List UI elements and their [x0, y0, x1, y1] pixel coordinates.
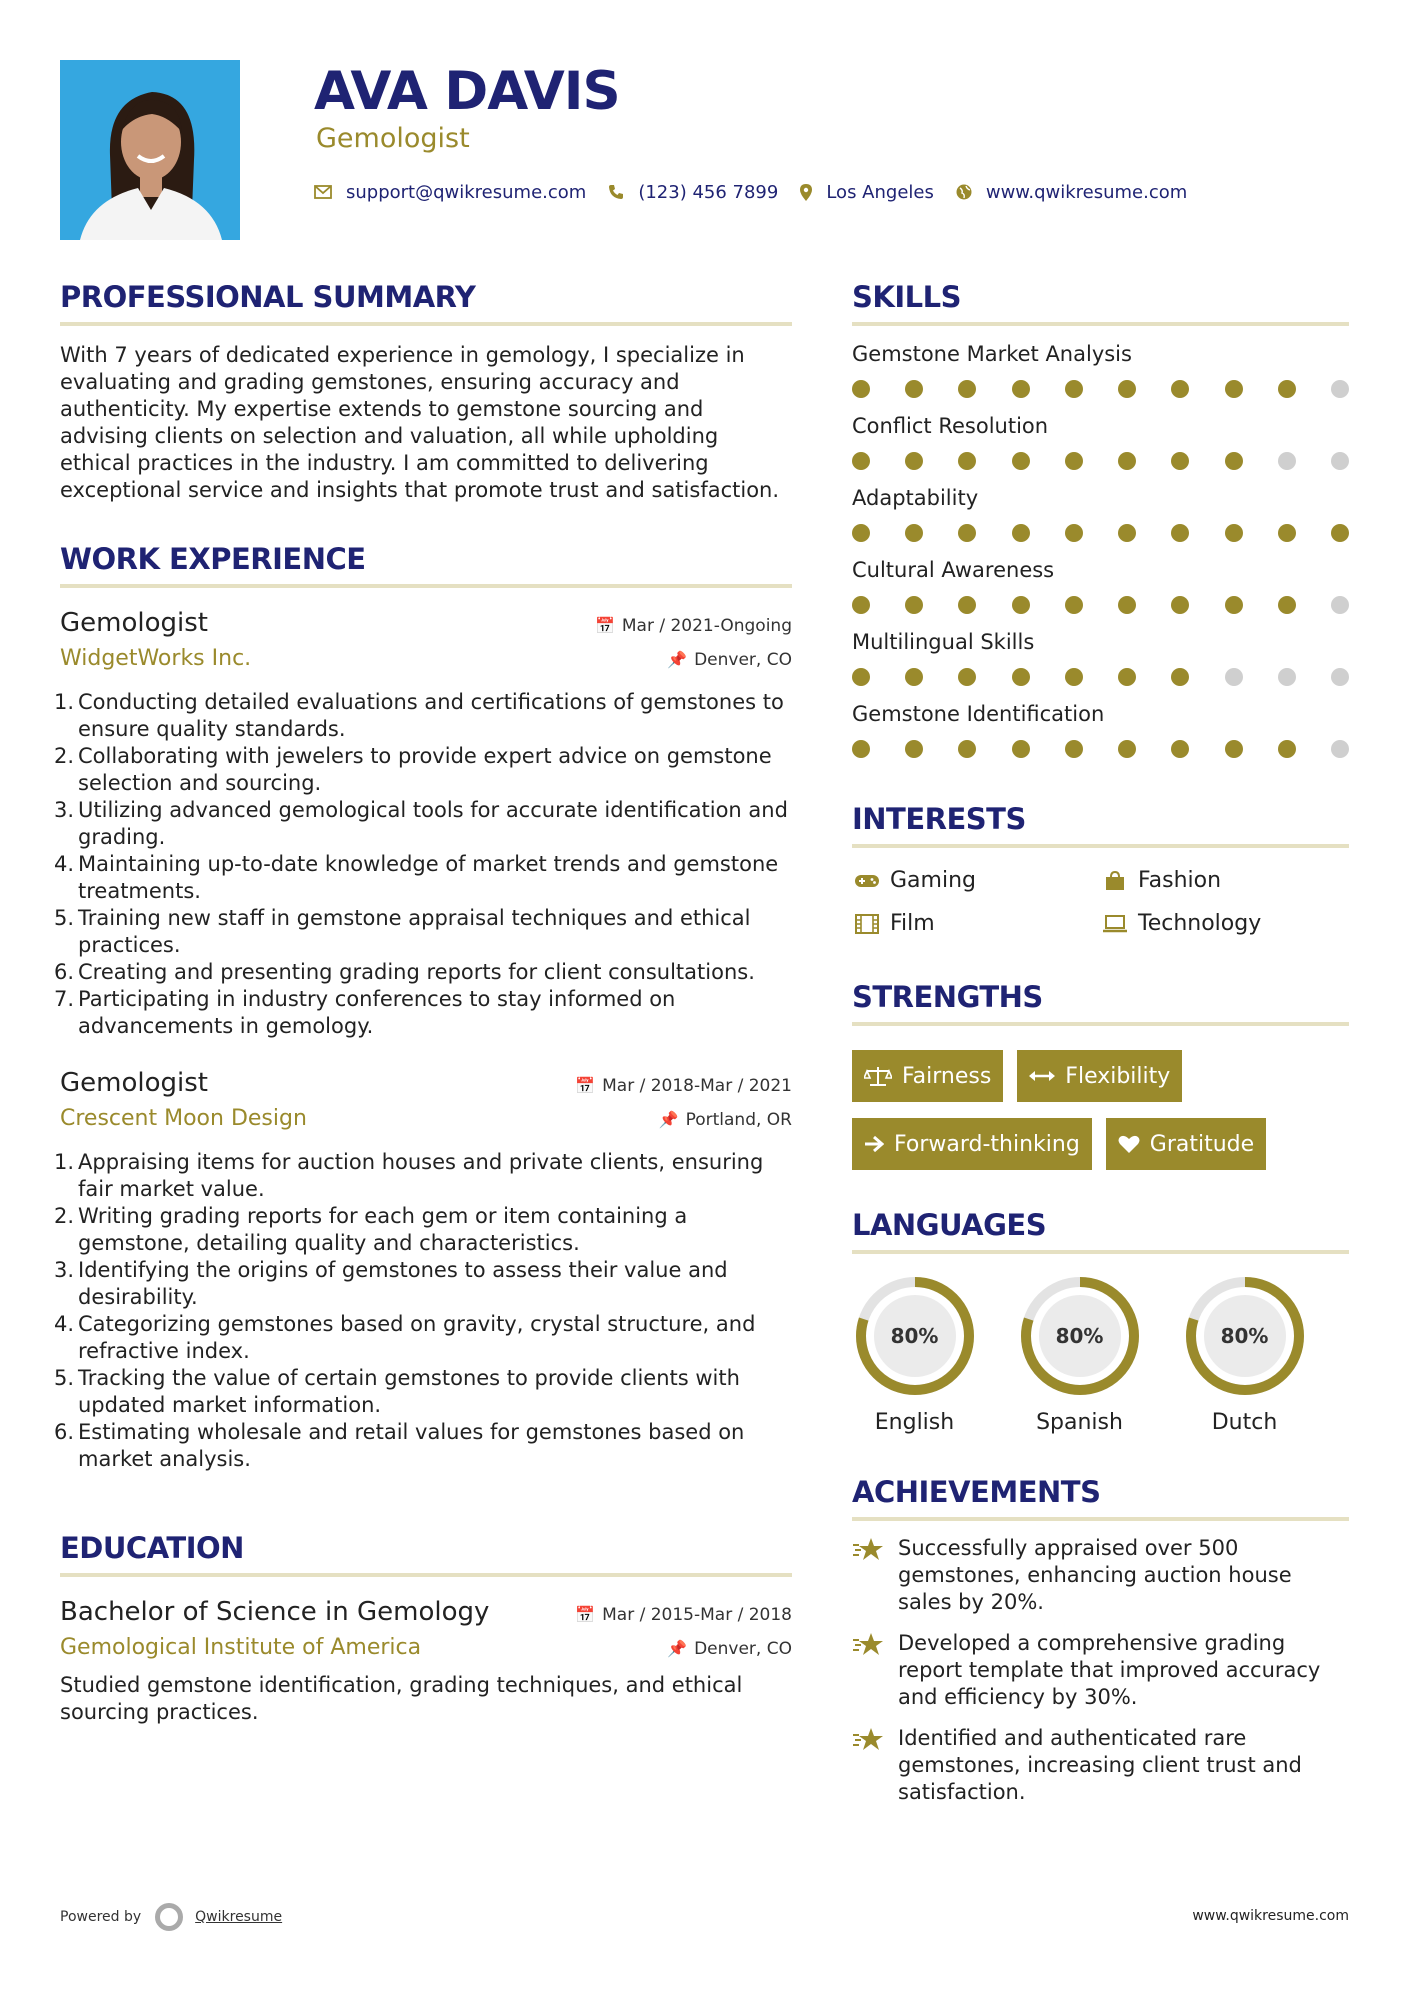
interest-label: Technology [1138, 911, 1262, 936]
rating-dot-filled [905, 524, 923, 542]
summary-section [60, 280, 792, 504]
section-divider [60, 1573, 792, 1577]
duty-item: Writing grading reports for each gem or item containing a gemstone, detailing quality and characteristics. [78, 1204, 688, 1255]
skill-rating [852, 524, 1349, 542]
rating-dot-filled [958, 524, 976, 542]
candidate-role: Gemologist [316, 123, 470, 154]
rating-dot-filled [1171, 668, 1189, 686]
language-name: English [874, 1410, 955, 1435]
education-dates: Mar / 2015-Mar / 2018 [602, 1604, 792, 1625]
duty-item: Utilizing advanced gemological tools for accurate identification and grading. [78, 798, 788, 849]
skills-list [852, 340, 1349, 758]
experience-section [60, 542, 792, 1473]
skill-rating [852, 380, 1349, 398]
rating-dot-filled [1118, 740, 1136, 758]
rating-dot-filled [1012, 668, 1030, 686]
rating-dot-filled [1171, 740, 1189, 758]
star-icon [852, 1630, 886, 1711]
brand-link[interactable]: Qwikresume [195, 1909, 283, 1925]
company-name: WidgetWorks Inc. [60, 646, 252, 671]
rating-dot-filled [1225, 596, 1243, 614]
duty-item: Appraising items for auction houses and private clients, ensuring fair market value. [78, 1150, 764, 1201]
rating-dot-filled [1331, 524, 1349, 542]
rating-dot-filled [1278, 524, 1296, 542]
contact-phone[interactable]: (123) 456 7899 [638, 181, 779, 203]
rating-dot-filled [958, 668, 976, 686]
rating-dot-filled [1171, 524, 1189, 542]
achievement-text: Successfully appraised over 500 gemstones, enhancing auction house sales by 20%. [898, 1536, 1292, 1614]
footer-url[interactable]: www.qwikresume.com [1192, 1908, 1349, 1924]
duty-item: Creating and presenting grading reports for client consultations. [78, 960, 755, 984]
rating-dot-filled [852, 668, 870, 686]
language-item [852, 1274, 977, 1435]
duty-item: Participating in industry conferences to stay informed on advancements in gemology. [78, 987, 676, 1038]
achievement-item [852, 1630, 1349, 1711]
skill-rating [852, 668, 1349, 686]
duty-item: Training new staff in gemstone appraisal techniques and ethical practices. [78, 906, 751, 957]
rating-dot-filled [1065, 740, 1083, 758]
contact-bar [314, 179, 1209, 205]
achievement-text: Developed a comprehensive grading report template that improved accuracy and efficiency by 30%. [898, 1631, 1321, 1709]
rating-dot-filled [1225, 380, 1243, 398]
rating-dot-filled [852, 596, 870, 614]
summary-text: With 7 years of dedicated experience in gemology, I specialize in evaluating and grading gemstones, ensuring accuracy and authenticity. My expertise extends to gemstone sourcing and advising clients on selection and valuation, all while upholding ethical practices in the industry. I am committed to delivering exceptional service and insights that promote trust and satisfaction. [60, 343, 780, 502]
rating-dot-filled [1065, 596, 1083, 614]
skill-item [852, 412, 1349, 470]
job-location: Portland, OR [685, 1109, 792, 1130]
section-title-interests: INTERESTS [852, 802, 1026, 836]
right-column [852, 280, 1349, 1806]
rating-dot-filled [1012, 452, 1030, 470]
interest-item [1100, 911, 1349, 936]
rating-dot-filled [958, 380, 976, 398]
left-column [60, 280, 792, 1726]
heart-icon [1118, 1134, 1140, 1154]
school-name: Gemological Institute of America [60, 1635, 422, 1660]
job-dates: Mar / 2021-Ongoing [621, 615, 792, 636]
rating-dot-filled [1012, 524, 1030, 542]
duty-list [60, 689, 792, 1040]
rating-dot-filled [958, 452, 976, 470]
pin-icon: 📌 [667, 1639, 688, 1658]
rating-dot-filled [958, 740, 976, 758]
rating-dot-filled [905, 452, 923, 470]
calendar-icon: 📅 [575, 1076, 596, 1095]
strength-chip [1017, 1050, 1182, 1102]
strength-label: Flexibility [1065, 1063, 1171, 1089]
language-ring [853, 1274, 977, 1398]
rating-dot-filled [1278, 380, 1296, 398]
section-title-experience: WORK EXPERIENCE [60, 542, 366, 576]
achievements-section [852, 1475, 1349, 1806]
rating-dot-empty [1331, 596, 1349, 614]
company-name: Crescent Moon Design [60, 1106, 307, 1131]
section-divider [852, 844, 1349, 848]
section-title-education: EDUCATION [60, 1531, 244, 1565]
powered-by-label: Powered by [60, 1909, 142, 1925]
job-dates: Mar / 2018-Mar / 2021 [602, 1075, 792, 1096]
rating-dot-filled [1118, 524, 1136, 542]
languages-section [852, 1208, 1349, 1435]
job-title: Gemologist [60, 1068, 208, 1098]
education-location: Denver, CO [694, 1638, 792, 1659]
language-percent: 80% [1055, 1324, 1104, 1348]
rating-dot-empty [1331, 380, 1349, 398]
rating-dot-filled [1065, 452, 1083, 470]
duty-item: Tracking the value of certain gemstones to provide clients with updated market information. [78, 1366, 740, 1417]
footer-powered-by [60, 1903, 282, 1931]
rating-dot-filled [1065, 524, 1083, 542]
map-marker-icon [800, 184, 812, 201]
skill-item [852, 556, 1349, 614]
skill-rating [852, 596, 1349, 614]
rating-dot-filled [1171, 380, 1189, 398]
section-divider [60, 584, 792, 588]
rating-dot-filled [1012, 740, 1030, 758]
section-divider [852, 1517, 1349, 1521]
rating-dot-filled [1278, 596, 1296, 614]
strength-label: Gratitude [1149, 1131, 1255, 1157]
duty-item: Maintaining up-to-date knowledge of market trends and gemstone treatments. [78, 852, 779, 903]
film-icon [852, 914, 882, 934]
interest-item [1100, 868, 1349, 893]
strength-label: Forward-thinking [894, 1131, 1080, 1157]
job-location: Denver, CO [694, 649, 792, 670]
skill-rating [852, 740, 1349, 758]
rating-dot-filled [1171, 452, 1189, 470]
section-title-summary: PROFESSIONAL SUMMARY [60, 280, 476, 314]
balance-scale-icon [864, 1065, 892, 1087]
language-name: Spanish [1036, 1410, 1123, 1435]
duty-item: Conducting detailed evaluations and certifications of gemstones to ensure quality standards. [78, 690, 784, 741]
gamepad-icon [852, 873, 882, 889]
skill-name: Conflict Resolution [852, 414, 1049, 438]
skills-section [852, 280, 1349, 758]
section-divider [852, 322, 1349, 326]
interest-label: Film [890, 911, 935, 936]
achievement-text: Identified and authenticated rare gemstones, increasing client trust and satisfaction. [898, 1726, 1302, 1804]
qwikresume-logo-icon [155, 1903, 183, 1931]
duty-item: Identifying the origins of gemstones to assess their value and desirability. [78, 1258, 728, 1309]
duty-item: Collaborating with jewelers to provide expert advice on gemstone selection and sourcing. [78, 744, 772, 795]
arrow-right-icon [864, 1135, 884, 1153]
rating-dot-filled [905, 380, 923, 398]
education-description: Studied gemstone identification, grading techniques, and ethical sourcing practices. [60, 1673, 743, 1724]
arrows-horizontal-icon [1029, 1069, 1055, 1083]
rating-dot-filled [958, 596, 976, 614]
section-title-languages: LANGUAGES [852, 1208, 1047, 1242]
strength-label: Fairness [902, 1063, 992, 1089]
rating-dot-filled [1118, 668, 1136, 686]
strength-chip [852, 1050, 1003, 1102]
section-divider [60, 322, 792, 326]
phone-icon [608, 184, 624, 200]
candidate-name: AVA DAVIS [314, 61, 620, 122]
rating-dot-filled [905, 668, 923, 686]
pin-icon: 📌 [667, 650, 688, 669]
language-item [1182, 1274, 1307, 1435]
language-percent: 80% [1220, 1324, 1269, 1348]
laptop-icon [1100, 915, 1130, 933]
interest-label: Gaming [890, 868, 976, 893]
envelope-icon [314, 185, 332, 199]
rating-dot-filled [1225, 740, 1243, 758]
rating-dot-filled [852, 380, 870, 398]
rating-dot-filled [1118, 380, 1136, 398]
achievement-item [852, 1535, 1349, 1616]
rating-dot-filled [1065, 668, 1083, 686]
profile-photo [60, 60, 240, 240]
rating-dot-filled [852, 524, 870, 542]
skill-item [852, 484, 1349, 542]
rating-dot-filled [1225, 524, 1243, 542]
skill-rating [852, 452, 1349, 470]
language-name: Dutch [1211, 1410, 1278, 1435]
rating-dot-filled [1171, 596, 1189, 614]
skill-item [852, 700, 1349, 758]
rating-dot-empty [1331, 452, 1349, 470]
skill-name: Multilingual Skills [852, 630, 1035, 654]
language-ring [1183, 1274, 1307, 1398]
rating-dot-filled [1118, 596, 1136, 614]
rating-dot-filled [852, 740, 870, 758]
strength-chip [852, 1118, 1092, 1170]
contact-location: Los Angeles [826, 181, 934, 203]
skill-item [852, 340, 1349, 398]
globe-icon [956, 184, 972, 200]
rating-dot-filled [905, 596, 923, 614]
section-divider [852, 1022, 1349, 1026]
job-title: Gemologist [60, 608, 208, 638]
section-title-achievements: ACHIEVEMENTS [852, 1475, 1101, 1509]
rating-dot-filled [1012, 380, 1030, 398]
degree-title: Bachelor of Science in Gemology [60, 1597, 490, 1627]
skill-name: Adaptability [852, 486, 979, 510]
shopping-bag-icon [1100, 870, 1130, 892]
duty-item: Estimating wholesale and retail values for gemstones based on market analysis. [78, 1420, 745, 1471]
skill-item [852, 628, 1349, 686]
interests-section [852, 802, 1349, 936]
calendar-icon: 📅 [594, 616, 615, 635]
interest-item [852, 868, 1100, 893]
rating-dot-empty [1278, 452, 1296, 470]
rating-dot-empty [1331, 740, 1349, 758]
section-title-skills: SKILLS [852, 280, 961, 314]
strength-chip [1106, 1118, 1266, 1170]
duty-list [60, 1149, 792, 1473]
pin-icon: 📌 [658, 1110, 679, 1129]
skill-name: Gemstone Identification [852, 702, 1105, 726]
rating-dot-filled [1012, 596, 1030, 614]
strengths-section [852, 980, 1349, 1170]
rating-dot-filled [1065, 380, 1083, 398]
calendar-icon: 📅 [575, 1605, 596, 1624]
job-entry [60, 1068, 792, 1473]
job-entry [60, 608, 792, 1040]
contact-website[interactable]: www.qwikresume.com [985, 181, 1188, 203]
contact-email[interactable]: support@qwikresume.com [346, 181, 587, 203]
star-icon [852, 1725, 886, 1806]
achievement-item [852, 1725, 1349, 1806]
interest-label: Fashion [1138, 868, 1222, 893]
rating-dot-empty [1225, 668, 1243, 686]
rating-dot-filled [1118, 452, 1136, 470]
language-item [1017, 1274, 1142, 1435]
section-title-strengths: STRENGTHS [852, 980, 1043, 1014]
rating-dot-empty [1331, 668, 1349, 686]
rating-dot-filled [905, 740, 923, 758]
star-icon [852, 1535, 886, 1616]
rating-dot-filled [1225, 452, 1243, 470]
rating-dot-empty [1278, 668, 1296, 686]
interest-item [852, 911, 1100, 936]
skill-name: Gemstone Market Analysis [852, 342, 1132, 366]
language-ring [1018, 1274, 1142, 1398]
skill-name: Cultural Awareness [852, 558, 1055, 582]
education-section [60, 1531, 792, 1726]
duty-item: Categorizing gemstones based on gravity, crystal structure, and refractive index. [78, 1312, 756, 1363]
rating-dot-filled [1278, 740, 1296, 758]
language-percent: 80% [890, 1324, 939, 1348]
section-divider [852, 1250, 1349, 1254]
rating-dot-filled [852, 452, 870, 470]
